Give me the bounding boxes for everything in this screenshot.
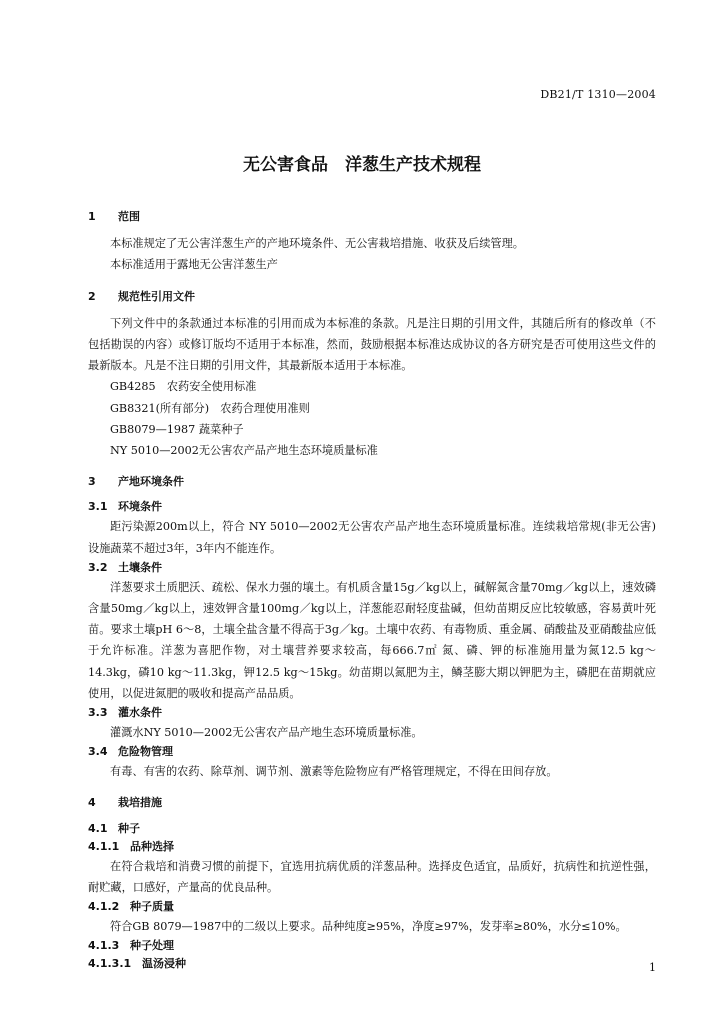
- subsection-number: 3.3: [88, 706, 108, 720]
- subsection-title: 灌水条件: [118, 706, 162, 720]
- paragraph: 符合GB 8079—1987中的二级以上要求。品种纯度≥95%，净度≥97%，发芽率≥80%，水分≤10%。: [110, 920, 627, 934]
- subsection-heading: [88, 898, 656, 916]
- subsection-title: 土壤条件: [118, 560, 162, 574]
- reference-item: NY 5010—2002无公害农产品产地生态环境质量标准: [110, 444, 378, 458]
- reference-item: GB8079—1987 蔬菜种子: [110, 422, 244, 436]
- document-body: [88, 206, 656, 973]
- section-title: 产地环境条件: [118, 475, 184, 489]
- paragraph: 有毒、有害的农药、除草剂、调节剂、激素等危险物应有严格管理规定，不得在田间存放。: [110, 765, 558, 779]
- subsection-heading: [88, 937, 656, 955]
- subsection-number: 3.4: [88, 745, 108, 759]
- subsection-heading: [88, 955, 656, 973]
- section-title: 栽培措施: [118, 796, 162, 810]
- subsection-title: 种子处理: [130, 939, 174, 953]
- standard-code: DB21/T 1310—2004: [540, 88, 656, 101]
- section-number: 3: [88, 475, 96, 489]
- section-number: 4: [88, 796, 96, 810]
- subsection-title: 温汤浸种: [142, 957, 186, 971]
- paragraph: 灌溉水NY 5010—2002无公害农产品产地生态环境质量标准。: [110, 726, 423, 740]
- reference-item: GB4285 农药安全使用标准: [110, 380, 257, 394]
- subsection-number: 4.1.3: [88, 939, 120, 953]
- subsection-title: 种子: [118, 821, 140, 835]
- subsection-number: 4.1.1: [88, 839, 120, 853]
- paragraph: 本标准适用于露地无公害洋葱生产: [110, 258, 278, 272]
- section-title: 范围: [118, 210, 140, 223]
- subsection-number: 4.1.3.1: [88, 957, 132, 971]
- paragraph: 距污染源200m以上，符合 NY 5010—2002无公害农产品产地生态环境质量标准。连续栽培常规(非无公害)设施蔬菜不超过3年，3年内不能连作。: [88, 520, 656, 555]
- subsection-title: 环境条件: [118, 500, 162, 514]
- document-title: 无公害食品 洋葱生产技术规程: [243, 155, 481, 175]
- subsection-number: 4.1.2: [88, 900, 120, 914]
- section-2-heading: [88, 286, 656, 307]
- paragraph: 在符合栽培和消费习惯的前提下，宜选用抗病优质的洋葱品种。选择皮色适宜，品质好，抗病性和抗逆性强，耐贮藏，口感好，产量高的优良品种。: [88, 859, 656, 894]
- section-4-heading: [88, 792, 656, 813]
- paragraph: 洋葱要求土质肥沃、疏松、保水力强的壤土。有机质含量15g／kg以上，碱解氮含量70mg／kg以上，速效磷含量50mg／kg以上，速效钾含量100mg／kg以上，洋葱能忍耐轻度盐碱，但幼苗期反应比较敏感，容易黄叶死苗。要求土壤pH 6～8，土壤全盐含量不得高于3g／kg。土壤中农药、有毒物质、重金属、硝酸盐及亚硝酸盐应低于允许标准。洋葱为喜肥作物，对土壤营养要求较高，每666.7㎡ 氮、磷、钾的标准施用量为氮12.5 kg～14.3kg，磷10 kg～11.3kg，钾12.5 kg～15kg。幼苗期以氮肥为主，鳞茎膨大期以钾肥为主，磷肥在苗期就应使用，以促进氮肥的吸收和提高产品品质。: [88, 580, 656, 700]
- section-3-heading: [88, 471, 656, 492]
- subsection-number: 3.1: [88, 500, 108, 514]
- page-number: 1: [649, 961, 656, 974]
- paragraph: 下列文件中的条款通过本标准的引用而成为本标准的条款。凡是注日期的引用文件，其随后所有的修改单（不包括勘误的内容）或修订版均不适用于本标准，然而，鼓励根据本标准达成协议的各方研究是否可使用这些文件的最新版本。凡是不注日期的引用文件，其最新版本适用于本标准。: [88, 316, 656, 373]
- section-title: 规范性引用文件: [118, 289, 195, 303]
- subsection-number: 3.2: [88, 560, 108, 574]
- subsection-title: 品种选择: [130, 839, 174, 853]
- subsection-heading: [88, 559, 656, 577]
- section-number: 2: [88, 289, 96, 303]
- subsection-heading: [88, 820, 656, 838]
- section-number: 1: [88, 210, 96, 223]
- subsection-title: 危险物管理: [118, 745, 173, 759]
- subsection-title: 种子质量: [130, 900, 174, 914]
- subsection-heading: [88, 704, 656, 722]
- subsection-heading: [88, 743, 656, 761]
- subsection-heading: [88, 498, 656, 516]
- subsection-heading: [88, 838, 656, 856]
- subsection-number: 4.1: [88, 821, 108, 835]
- section-1-heading: [88, 206, 656, 227]
- paragraph: 本标准规定了无公害洋葱生产的产地环境条件、无公害栽培措施、收获及后续管理。: [110, 237, 524, 251]
- reference-item: GB8321(所有部分) 农药合理使用准则: [110, 401, 310, 415]
